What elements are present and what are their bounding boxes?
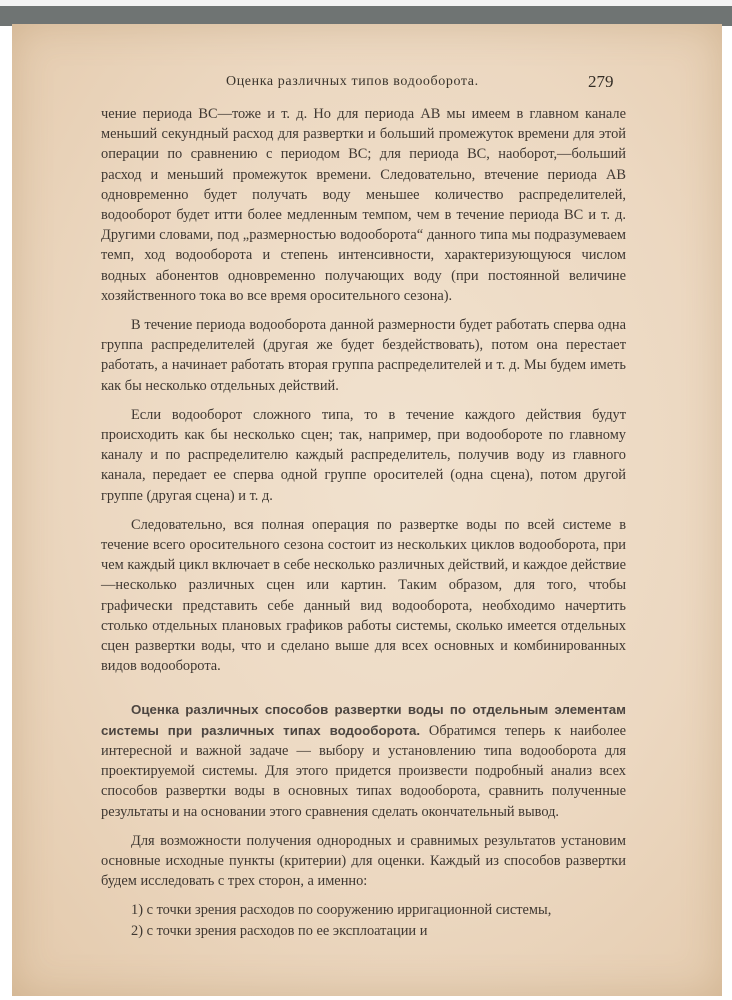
section-heading-text: Обратимся теперь к наиболее интересной и важной задаче — выбору и установлению типа водооборота для проектируемой системы. Для этого придется произвести подробный анализ всех способов развертки воды в основных типах водооборота, сравнить полученные результаты и на основании этого сравнения сделать окончательный вывод. [101,722,626,820]
list-item: 2) с точки зрения расходов по ее эксплоатации и [131,922,428,939]
paragraph: В течение периода водооборота данной размерности будет работать сперва одна группа распределителей (другая же будет бездействовать), потом она перестает работать, а начинает работать вторая группа распределителей и т. д. Мы будем иметь как бы несколько отдельных действий. [101,317,626,394]
paragraph: Следовательно, вся полная операция по развертке воды по всей системе в течение всего оросительного сезона состоит из нескольких циклов водооборота, при чем каждый цикл включает в себе несколько различных действий, и каждое действие—несколько различных сцен или картин. Таким образом, для того, чтобы графически представить себе данный вид водооборота, необходимо начертить столько отдельных плановых графиков работы системы, сколько имеется отдельных сцен развертки воды, что и сделано выше для всех основных и комбинированных видов водооборота. [101,516,626,675]
book-page [12,24,722,996]
paragraph: Для возможности получения однородных и сравнимых результатов установим основные исходные пункты (критерии) для оценки. Каждый из способов развертки будем исследовать с трех сторон, а именно: [101,832,626,890]
page-number: 279 [588,72,614,91]
section-heading: Оценка различных способов развертки воды по отдельным элементам системы при различных типах водооборота. [101,702,626,738]
running-title: Оценка различных типов водооборота. [226,74,479,89]
page-header [12,72,722,96]
page-body [101,104,626,941]
section-paragraph [101,700,626,821]
paragraph: Если водооборот сложного типа, то в течение каждого действия будут происходить как бы несколько сцен; так, например, при водообороте по главному каналу и по распределителю каждый распределитель, получив воду из главного канала, передает ее сперва одной группе оросителей (одна сцена), потом другой группе (другая сцена) и т. д. [101,406,626,504]
list-item: 1) с точки зрения расходов по сооружению ирригационной системы, [131,902,552,919]
scanner-band [0,0,732,26]
paragraph-continued: чение периода ВС—тоже и т. д. Но для периода АВ мы имеем в главном канале меньший секундный расход для развертки и больший промежуток времени для этой операции по сравнению с периодом ВС; для периода ВС, наоборот,—больший расход и меньший промежуток времени. Следовательно, втечение периода АВ одновременно будет получать воду меньшее количество распределителей, водооборот будет итти более медленным темпом, чем в течение периода ВС и т. д. Другими словами, под „размерностью водооборота“ данного типа мы подразумеваем темп, ход водооборота и степень интенсивности, характеризующуюся числом водных абонентов одновременно получающих воду (при постоянной величине хозяйственного тока во все время оросительного сезона). [101,106,626,304]
